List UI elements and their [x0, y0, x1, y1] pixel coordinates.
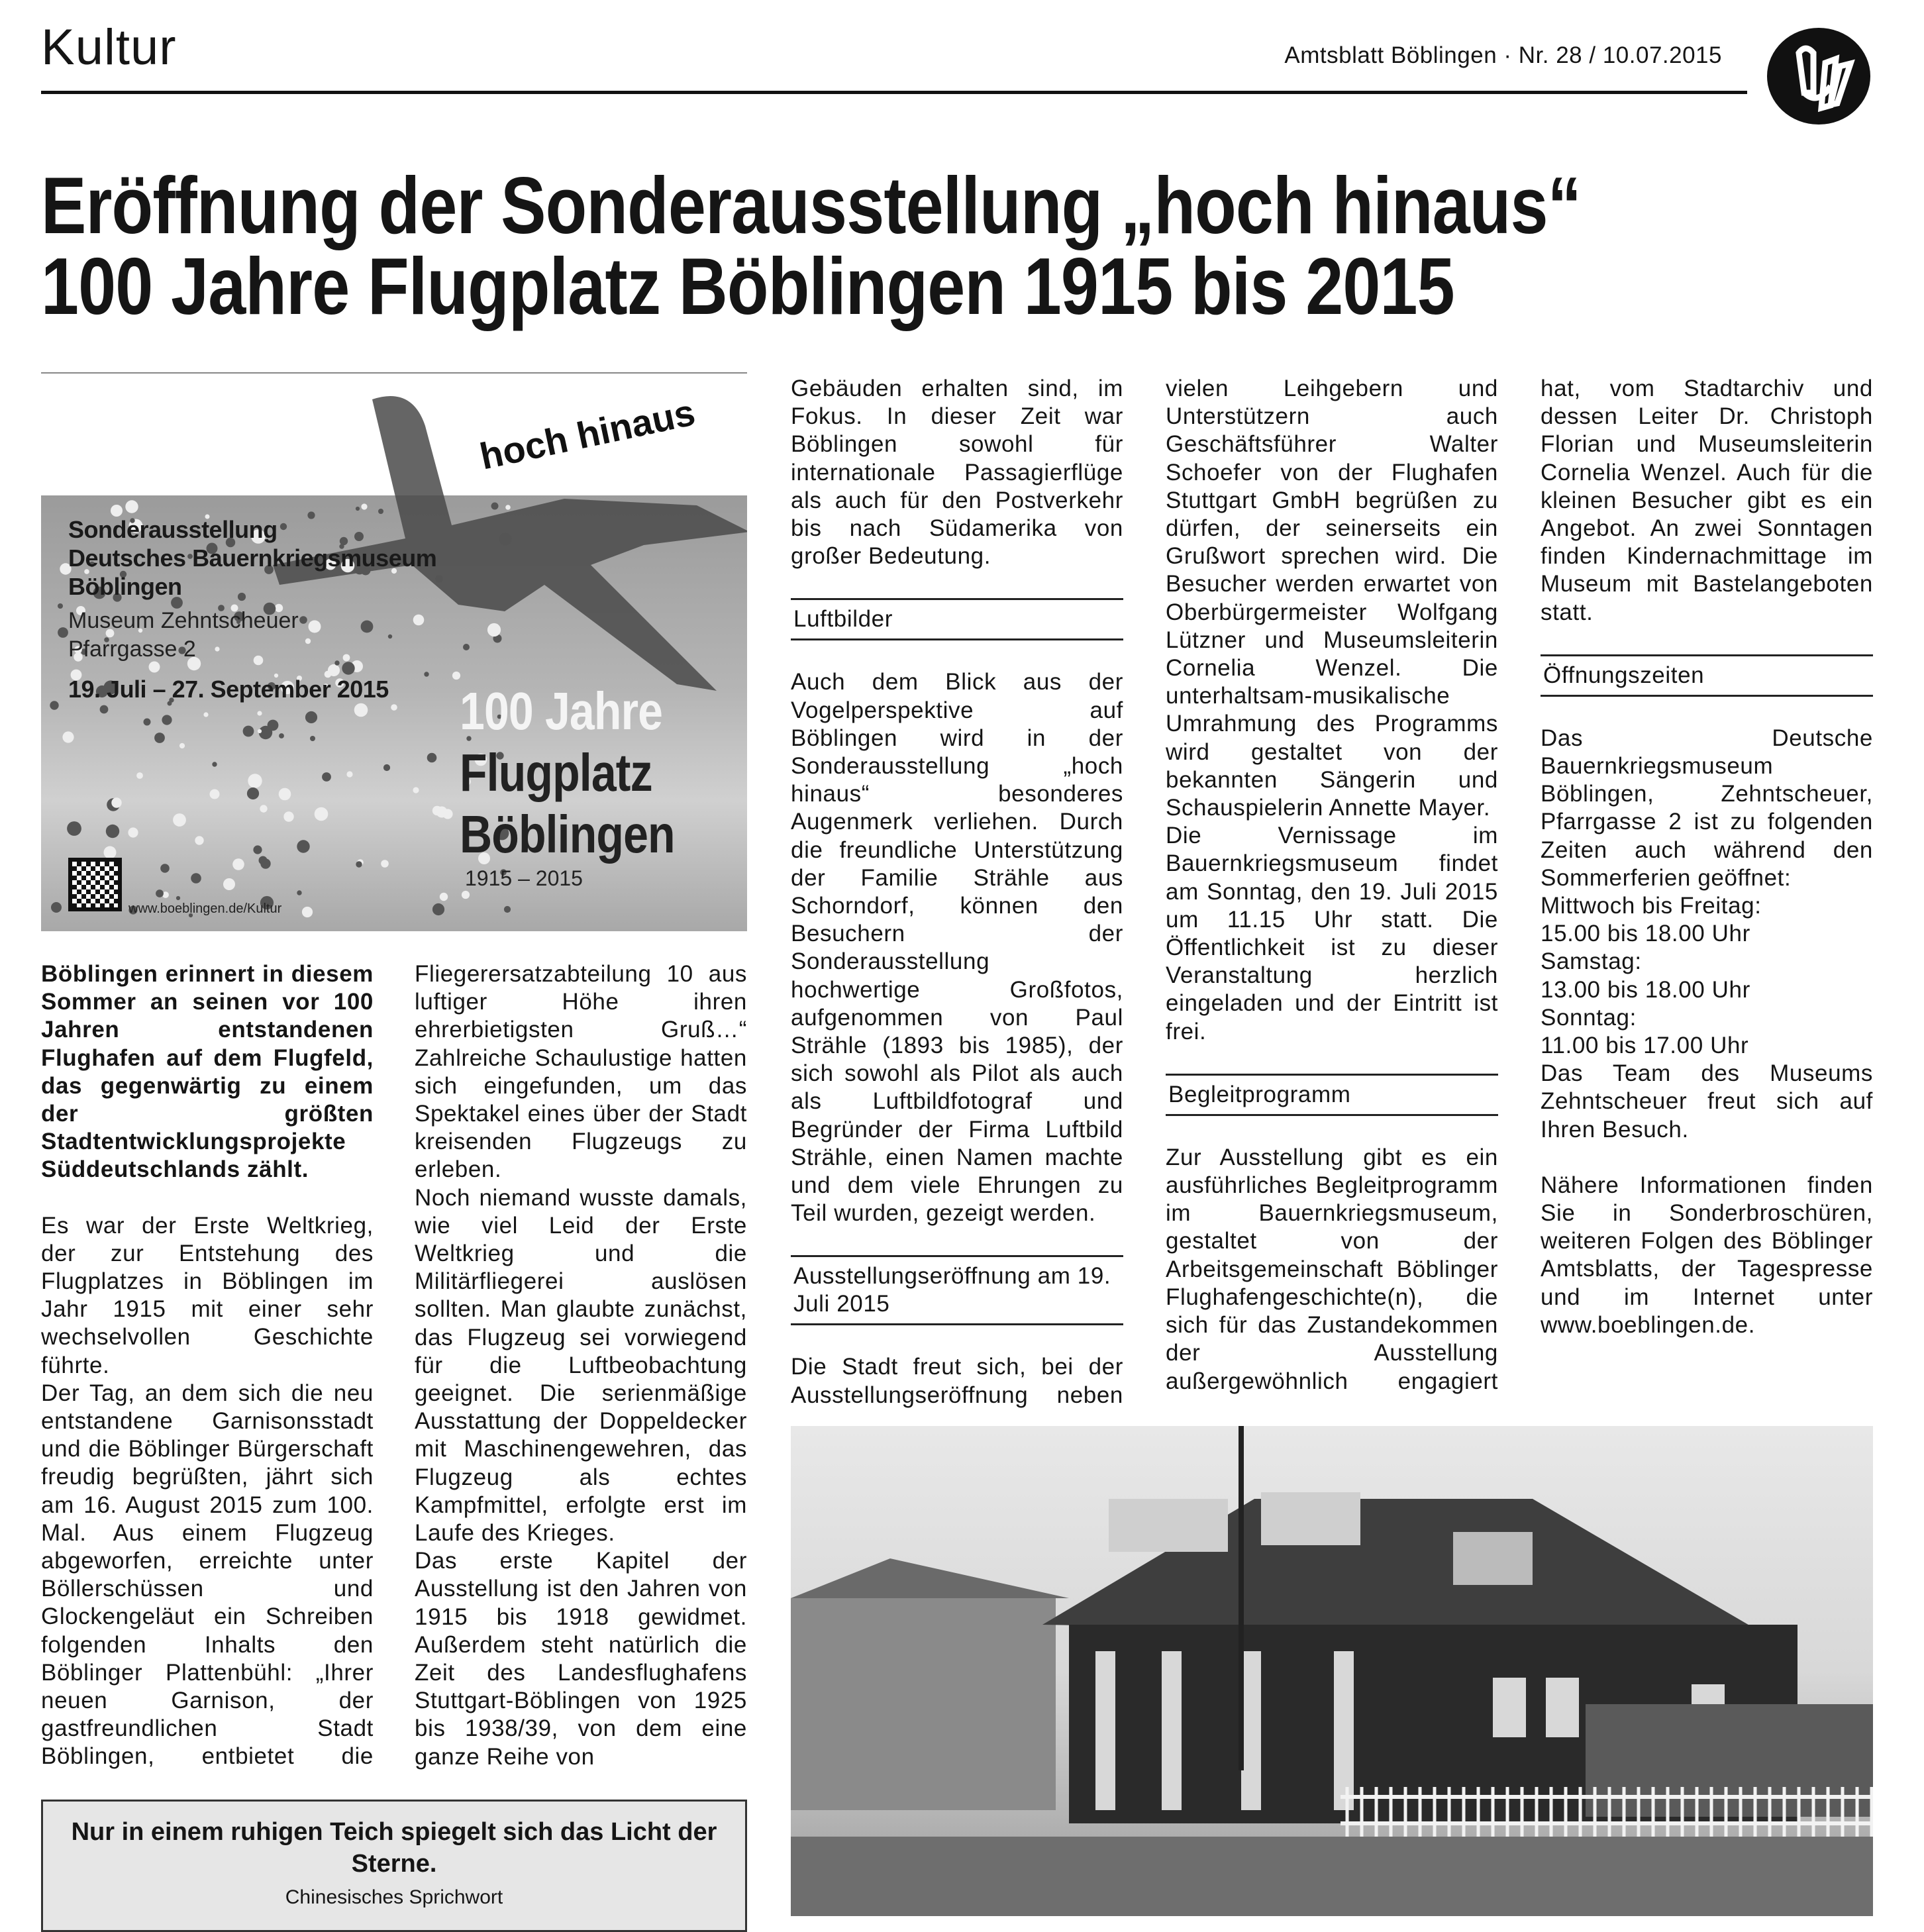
paragraph: Die Vernissage im Bauernkriegsmuseum findet am Sonntag, den 19. Juli 2015 um 11.15 Uhr statt. Die Öffentlichkeit ist zu dieser Veranstaltung herzlich eingeladen und der Eintritt ist frei.: [1166, 823, 1498, 1044]
poster-dot: [104, 846, 117, 859]
historic-airport-photo: [791, 1426, 1873, 1916]
poster-dot: [328, 664, 340, 676]
poster-dot: [354, 703, 368, 717]
poster-dot: [356, 507, 360, 511]
poster-dot: [179, 743, 185, 748]
poster-dot: [346, 771, 352, 777]
poster-dot: [50, 701, 58, 709]
article-columns-left: [41, 960, 747, 1782]
poster-dot: [309, 621, 321, 633]
poster-dot: [149, 662, 160, 673]
poster-dot: [58, 603, 63, 609]
paragraph: Zur Ausstellung gibt es ein ausführliches Begleitprogramm im Bauernkriegsmuseum, gestaltet von der Arbeitsgemeinschaft Böblinger Flughafengeschichte(n), die sich für das Zustandekommen der Ausstellung außergewöhnlich engagiert hat, vom Stadtarchiv und dessen Leiter Dr. Christoph Florian und Museumsleiterin Cornelia Wenzel. Auch für die kleinen Besucher gibt es ein Angebot. An zwei Sonntagen finden Kindernachmittage im Museum mit Bastelangeboten statt.: [1166, 376, 1873, 1394]
poster-dot: [322, 772, 331, 782]
poster-line: Böblingen: [68, 573, 182, 600]
poster-dot: [280, 523, 287, 530]
poster-dot: [388, 635, 392, 638]
poster-dot: [305, 711, 317, 723]
poster-dot: [67, 821, 81, 836]
poster-dot: [297, 890, 301, 895]
poster-line: Pfarrgasse 2: [68, 636, 196, 662]
paragraph: Das erste Kapitel der Ausstellung ist den Jahren von 1915 bis 1918 gewidmet. Außerdem steht natürlich die Zeit des Landesflughafens Stuttgart-Böblingen von 1925 bis 1938/39, von dem eine ganze Reihe von: [415, 1548, 747, 1770]
poster-dot: [436, 807, 448, 818]
poster-dot: [343, 654, 350, 662]
poster-dot: [499, 533, 511, 545]
article-columns-right: [791, 375, 1873, 1416]
poster-dot: [315, 807, 329, 821]
poster-url: www.boeblingen.de/Kultur: [128, 901, 282, 916]
poster-dot: [144, 719, 151, 726]
poster-dot: [212, 762, 217, 766]
headline-line-1: Eröffnung der Sonderausstellung „hoch hinaus“: [41, 160, 1582, 250]
poster-dot: [254, 656, 264, 666]
poster-dot: [125, 500, 138, 513]
poster-line: Deutsches Bauernkriegsmuseum: [68, 544, 437, 572]
poster-dot: [162, 715, 172, 725]
poster-big-2: Flugplatz: [460, 743, 652, 802]
header-divider: [41, 91, 1747, 94]
poster-dot: [356, 861, 362, 867]
city-logo-icon: [1766, 26, 1872, 126]
poster-dot: [435, 575, 443, 583]
poster-dot: [111, 505, 123, 517]
poster-dot: [361, 621, 374, 633]
poster-divider: [41, 372, 747, 374]
hours-line: Samstag:: [1541, 948, 1642, 975]
poster-dot: [427, 753, 437, 763]
poster-dot: [257, 711, 262, 715]
poster-dot: [505, 505, 511, 510]
poster-dot: [299, 616, 307, 624]
paragraph: Es war der Erste Weltkrieg, der zur Entstehung des Flugplatzes in Böblingen im Jahr 1915 mit einer sehr wechselvollen Geschichte führte.: [41, 1212, 374, 1378]
poster-dot: [307, 511, 315, 519]
poster-dot: [452, 672, 460, 680]
quote-box: [41, 1800, 747, 1932]
poster-dot: [223, 878, 235, 890]
poster-dot: [136, 772, 143, 779]
quote-source: Chinesisches Sprichwort: [285, 1886, 503, 1908]
poster-dot: [491, 503, 499, 510]
paragraph: Die Stadt freut sich, bei der Ausstellungseröffnung neben vielen Leihgebern und Unterstützern auch Geschäftsführer Walter Schoefer von der Flughafen Stuttgart GmbH begrüßen zu dürfen, der seinerseits ein Grußwort sprechen wird. Die Besucher werden erwartet von Oberbürgermeister Wolfgang Lützner und Museumsleiterin Cornelia Wenzel. Die unterhaltsam-musikalische Umrahmung des Programms wird gestaltet von der bekannten Sängerin und Schauspielerin Annette Mayer.: [791, 376, 1498, 1408]
poster-dot: [215, 646, 219, 651]
quote-text: Nur in einem ruhigen Teich spiegelt sich das Licht der Sterne.: [71, 1818, 717, 1878]
poster-dot: [381, 860, 389, 868]
poster-dot: [504, 906, 511, 913]
poster-dot: [378, 509, 383, 514]
poster-dot: [58, 627, 68, 638]
poster-dot: [334, 660, 339, 665]
poster-dot: [283, 811, 293, 821]
poster-dot: [111, 797, 121, 807]
issue-info: Amtsblatt Böblingen · Nr. 28 / 10.07.2015: [1284, 42, 1722, 68]
poster-dates: 19. Juli – 27. September 2015: [68, 676, 389, 703]
poster-dot: [51, 902, 62, 913]
poster-dot: [260, 805, 267, 812]
poster-line: Sonderausstellung: [68, 516, 278, 543]
poster-dot: [210, 789, 220, 799]
poster-dot: [424, 672, 429, 676]
poster-dot: [391, 704, 397, 711]
subheading-eroeffnung: Ausstellungseröffnung am 19. Juli 2015: [791, 1255, 1123, 1325]
poster-dot: [160, 864, 170, 873]
poster-big-1: 100 Jahre: [460, 682, 663, 740]
subheading-oeffnungszeiten: Öffnungszeiten: [1541, 654, 1873, 697]
poster-dot: [156, 890, 164, 897]
poster-dot: [154, 733, 165, 743]
poster-dot: [173, 813, 186, 827]
poster-dot: [361, 503, 367, 509]
poster-dot: [258, 729, 262, 733]
section-title: Kultur: [41, 19, 177, 76]
hours-line: Sonntag:: [1541, 1004, 1637, 1031]
poster-dot: [106, 825, 119, 838]
poster-dot: [440, 893, 448, 901]
poster-dot: [279, 733, 284, 738]
subheading-luftbilder: Luftbilder: [791, 598, 1123, 640]
paragraph: Gebäuden erhalten sind, im Fokus. In dieser Zeit war Böblingen sowohl für internationale Passagierflüge als auch für den Postverkehr bis nach Südamerika von großer Bedeutung.: [791, 376, 1123, 570]
poster-dot: [195, 836, 203, 844]
poster-dot: [310, 736, 315, 741]
poster-dot: [248, 774, 262, 788]
paragraph: Auch dem Blick aus der Vogelperspektive auf Böblingen wird in der Sonderausstellung „hoch hinaus“ besonderes Augenmerk verliehen. Durch die freundliche Unterstützung der Familie Strähle aus Schorndorf, können den Besuchern der Sonderausstellung hochwertige Großfotos, aufgenommen von Paul Strähle (1893 bis 1985), der sich sowohl als Pilot als auch als Luftbildfotograf und Begründer der Firma Luftbild Strähle, einen Namen machte und dem viele Ehrungen zu Teil wurden, gezeigt werden.: [791, 669, 1123, 1227]
poster-big-3: Böblingen: [460, 805, 675, 864]
poster-dot: [62, 731, 74, 742]
poster-dot: [128, 827, 138, 837]
hours-line: Mittwoch bis Freitag:: [1541, 893, 1762, 919]
hours-line: 11.00 bis 17.00 Uhr: [1541, 1033, 1749, 1059]
poster-line: Museum Zehntscheuer: [68, 608, 299, 633]
poster-dot: [243, 726, 254, 737]
paragraph: Nähere Informationen finden Sie in Sonderbroschüren, weiteren Folgen des Böblinger Amtsblatts, der Tagespresse und im Internet unter www.boeblingen.de.: [1541, 1172, 1873, 1338]
paragraph: Das Deutsche Bauernkriegsmuseum Böblingen, Zehntscheuer, Pfarrgasse 2 ist zu folgenden Zeiten auch während den Sommerferien geöffnet:: [1541, 725, 1873, 891]
poster-dot: [463, 644, 470, 650]
poster-dot: [413, 615, 425, 626]
qr-code-icon: [68, 858, 122, 911]
poster-dot: [487, 623, 501, 636]
poster-dot: [383, 764, 390, 771]
poster-dot: [297, 840, 309, 852]
poster-dot: [268, 720, 279, 731]
poster-dot: [203, 712, 208, 717]
exhibition-poster: [41, 386, 747, 931]
hours-line: 15.00 bis 18.00 Uhr: [1541, 921, 1750, 947]
poster-dot: [354, 532, 364, 541]
poster-dot: [232, 858, 244, 870]
poster-dot: [238, 593, 246, 601]
subheading-begleitprogramm: Begleitprogramm: [1166, 1074, 1498, 1116]
poster-dot: [413, 787, 419, 793]
poster-dot: [462, 891, 470, 899]
article-lead: Böblingen erinnert in diesem Sommer an seinen vor 100 Jahren entstandenen Flughafen auf dem Flugfeld, das gegenwärtig zu einem der größten Stadtentwicklungsprojekte Süddeutschlands zählt.: [41, 961, 374, 1183]
poster-dot: [279, 788, 291, 801]
poster-dot: [302, 907, 313, 917]
hours-line: 13.00 bis 18.00 Uhr: [1541, 976, 1750, 1003]
poster-dot: [432, 903, 444, 915]
poster-dot: [305, 638, 311, 644]
headline-line-2: 100 Jahre Flugplatz Böblingen 1915 bis 2015: [41, 241, 1454, 331]
poster-dot: [342, 662, 354, 674]
poster-dot: [247, 788, 259, 799]
poster-dot: [176, 896, 180, 900]
poster-dot: [253, 845, 262, 854]
poster-dot: [259, 856, 268, 865]
poster-dot: [100, 705, 109, 714]
paragraph: Das Team des Museums Zehntscheuer freut sich auf Ihren Besuch.: [1541, 1060, 1873, 1143]
paragraph: Noch niemand wusste damals, wie viel Leid der Erste Weltkrieg und die Militärfliegerei auslösen sollten. Man glaubte zunächst, das Flugzeug sei vorwiegend für die Luftbeobachtung geeignet. Die serienmäßige Ausstattung der Doppeldecker mit Maschinengewehren, das Flugzeug als echtes Kampfmittel, erfolgte erst im Laufe des Krieges.: [415, 1184, 747, 1547]
paragraph: Der Tag, an dem sich die neu entstandene Garnisonsstadt und die Böblinger Bürgerschaft freudig begrüßten, jährt sich am 16. August 2015 zum 100. Mal. Aus einem Flugzeug abgeworfen, erreichte unter Böllerschüssen und Glockengeläut ein Schreiben folgenden Inhalts den Böblinger Plattenbühl: „Ihrer neuen Garnison, der gastfreundlichen Stadt Böblingen, entbietet die Fliegerersatzabteilung 10 aus luftiger Höhe ihren ehrerbietigsten Gruß…“ Zahlreiche Schaulustige hatten sich eingefunden, um das Spektakel eines über der Stadt kreisenden Flugzeugs zu erleben.: [41, 961, 747, 1770]
poster-dot: [191, 873, 201, 884]
poster-tagline: hoch hinaus: [476, 391, 699, 478]
poster-years: 1915 – 2015: [465, 866, 583, 890]
